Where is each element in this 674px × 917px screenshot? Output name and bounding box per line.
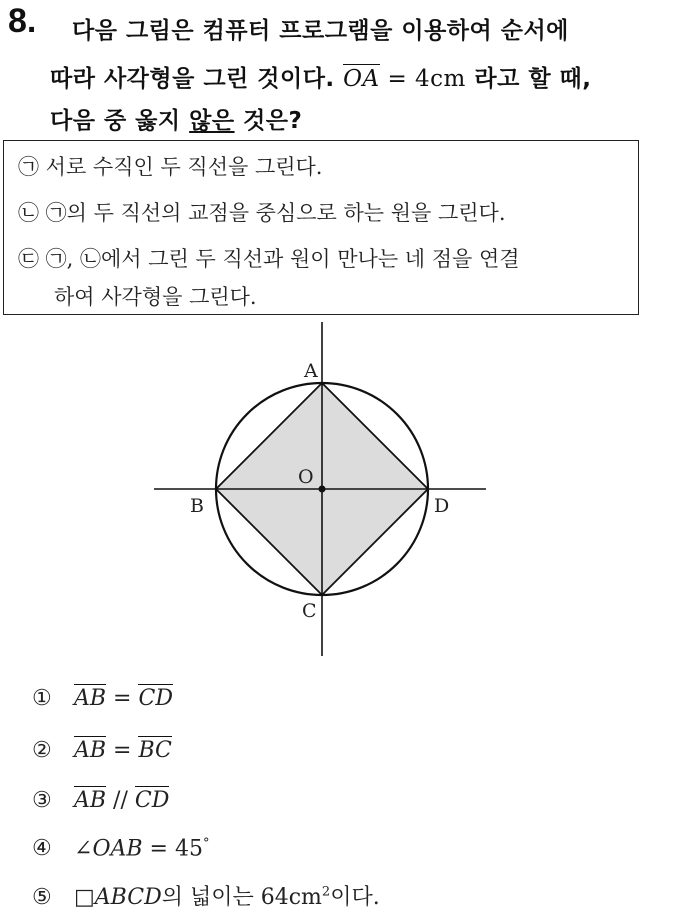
segment-oa: OA xyxy=(343,66,380,92)
length-unit: cm xyxy=(430,66,466,92)
choice-5 xyxy=(32,880,380,911)
step-2: ㉡ ㉠의 두 직선의 교점을 중심으로 하는 원을 그린다. xyxy=(18,201,506,225)
length-value: = 4 xyxy=(379,66,431,92)
question-line-3-post: 것은? xyxy=(234,108,303,134)
steps-box xyxy=(3,140,639,315)
choice-5-number: ⑤ xyxy=(32,885,52,910)
choice-1-op: = xyxy=(106,686,139,711)
choice-3-number: ③ xyxy=(32,788,52,813)
choice-4-value: = 45 xyxy=(142,836,203,862)
question-line-2 xyxy=(50,60,592,93)
question-line-2-pre: 따라 사각형을 그린 것이다. xyxy=(50,66,344,92)
label-c: C xyxy=(302,600,317,622)
choice-1 xyxy=(32,686,173,711)
label-a: A xyxy=(304,360,318,382)
angle-symbol: ∠ xyxy=(74,836,93,862)
choice-3 xyxy=(32,788,169,813)
label-b: B xyxy=(190,495,204,517)
geometry-figure xyxy=(150,320,500,660)
choice-2-op: = xyxy=(106,738,139,763)
choice-2-right: BC xyxy=(138,738,172,763)
question-line-1: 다음 그림은 컴퓨터 프로그램을 이용하여 순서에 xyxy=(72,18,569,44)
step-1: ㉠ 서로 수직인 두 직선을 그린다. xyxy=(18,155,323,179)
question-line-3-pre: 다음 중 옳지 xyxy=(50,108,190,134)
choice-3-op: // xyxy=(106,788,135,813)
choice-1-left: AB xyxy=(74,686,107,711)
choice-3-right: CD xyxy=(134,788,170,813)
question-line-2-post: 라고 할 때, xyxy=(465,66,592,92)
choice-2-number: ② xyxy=(32,738,52,763)
degree-symbol: ° xyxy=(202,836,210,851)
choice-4-number: ④ xyxy=(32,836,52,862)
square-symbol: □ xyxy=(74,885,95,910)
question-number: 8. xyxy=(8,2,37,40)
choice-1-number: ① xyxy=(32,686,52,711)
choice-5-text: 의 넓이는 64 xyxy=(161,885,289,910)
choice-1-right: CD xyxy=(138,686,173,711)
choice-2-left: AB xyxy=(74,738,107,763)
choice-5-tail: 이다. xyxy=(330,885,380,910)
choice-2 xyxy=(32,738,172,763)
question-line-3 xyxy=(50,102,302,135)
center-point-o xyxy=(319,486,326,493)
label-d: D xyxy=(434,495,450,517)
choice-5-exponent: 2 xyxy=(321,884,331,900)
step-3: ㉢ ㉠, ㉡에서 그린 두 직선과 원이 만나는 네 점을 연결 xyxy=(18,247,520,271)
underlined-word: 않은 xyxy=(189,108,235,134)
choice-3-left: AB xyxy=(74,788,107,813)
choice-4-angle-name: OAB xyxy=(92,836,143,862)
step-3-continued: 하여 사각형을 그린다. xyxy=(54,285,257,309)
choice-5-name: ABCD xyxy=(94,885,162,910)
label-o: O xyxy=(298,466,314,488)
choice-4 xyxy=(32,836,209,861)
choice-5-unit: cm xyxy=(288,885,322,910)
